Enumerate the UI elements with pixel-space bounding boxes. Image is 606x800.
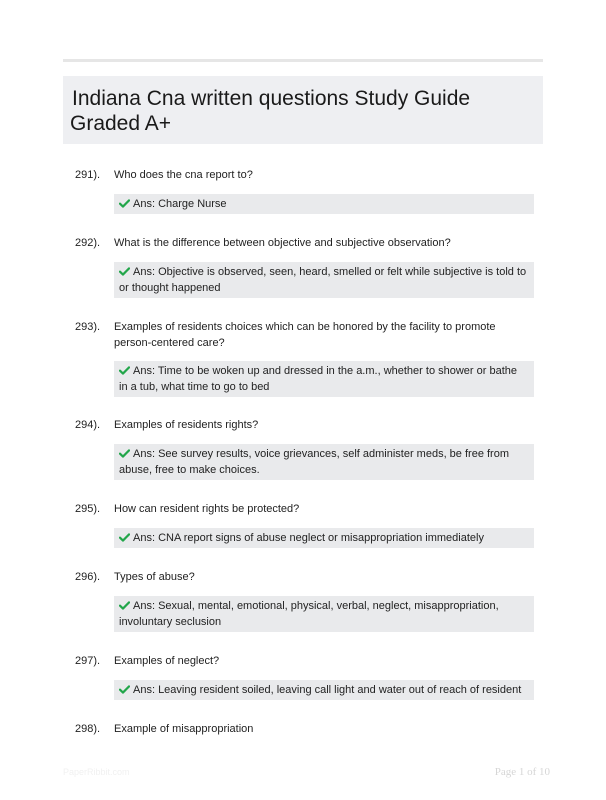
checkmark-icon (119, 449, 130, 458)
answer-text: Ans: CNA report signs of abuse neglect or misappropriation immediately (133, 532, 484, 544)
question-number: 291). (75, 169, 101, 181)
question-number: 294). (75, 419, 101, 431)
question-number: 296). (75, 571, 101, 583)
title-banner (63, 76, 543, 144)
checkmark-icon (119, 267, 130, 276)
question-text: Types of abuse? (114, 571, 195, 583)
checkmark-icon (119, 199, 130, 208)
checkmark-icon (119, 685, 130, 694)
checkmark-icon (119, 366, 130, 375)
question-text: What is the difference between objective and subjective observation? (114, 237, 451, 249)
answer-text: Ans: Sexual, mental, emotional, physical, verbal, neglect, misappropriation, involuntary seclusion (119, 600, 499, 628)
answer-text: Ans: Charge Nurse (133, 198, 227, 210)
answer-box (114, 262, 534, 298)
question-text: Examples of residents choices which can be honored by the facility to promote person-centered care? (114, 321, 496, 349)
answer-text: Ans: Time to be woken up and dressed in the a.m., whether to shower or bathe in a tub, what time to go to bed (119, 365, 517, 393)
answer-text: Ans: Objective is observed, seen, heard, smelled or felt while subjective is told to or thought happened (119, 266, 527, 294)
question-number: 292). (75, 237, 101, 249)
question-text: Who does the cna report to? (114, 169, 253, 181)
answer-box (114, 680, 534, 700)
footer-watermark: PaperRibbit.com (63, 767, 130, 777)
answer-box (114, 596, 534, 632)
document-title (72, 86, 533, 136)
answer-box (114, 444, 534, 480)
question-number: 293). (75, 321, 101, 333)
answer-box (114, 361, 534, 397)
page-indicator: Page 1 of 10 (494, 766, 550, 778)
question-text: How can resident rights be protected? (114, 503, 300, 515)
question-text: Examples of neglect? (114, 655, 220, 667)
checkmark-icon (119, 533, 130, 542)
question-text: Examples of residents rights? (114, 419, 259, 431)
answer-box (114, 194, 534, 214)
answer-box (114, 528, 534, 548)
answer-text: Ans: Leaving resident soiled, leaving call light and water out of reach of resident (133, 684, 522, 696)
title-line-1: Indiana Cna written questions Study Guide (72, 87, 471, 110)
question-number: 298). (75, 723, 101, 735)
question-text: Example of misappropriation (114, 723, 254, 735)
top-divider (63, 59, 543, 62)
checkmark-icon (119, 601, 130, 610)
question-number: 295). (75, 503, 101, 515)
answer-text: Ans: See survey results, voice grievances, self administer meds, be free from abuse, free to make choices. (119, 448, 509, 476)
question-number: 297). (75, 655, 101, 667)
title-line-2: Graded A+ (70, 112, 171, 135)
